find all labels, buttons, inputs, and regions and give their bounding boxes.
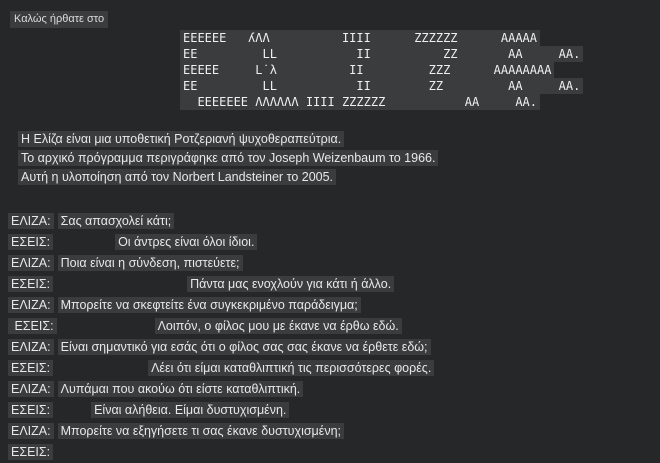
transcript-line: [8, 358, 652, 379]
transcript-line: [8, 211, 652, 232]
transcript-line: [8, 253, 652, 274]
conversation-transcript: [8, 211, 652, 463]
intro-line-text: Αυτή η υλοποίηση από τον Norbert Landsteiner το 2005.: [18, 169, 336, 185]
speaker-label: ΕΛΙΖΑ:: [8, 255, 54, 271]
utterance-text: Σας απασχολεί κάτι;: [58, 213, 175, 229]
speaker-label: ΕΣΕΙΣ:: [8, 360, 53, 376]
transcript-line: [8, 274, 652, 295]
transcript-line: [8, 295, 652, 316]
utterance-text: Λυπάμαι που ακούω ότι είστε καταθλιπτική.: [58, 381, 304, 397]
banner-row: [180, 46, 583, 62]
banner-row: [180, 62, 583, 78]
eliza-ascii-banner: [180, 30, 583, 110]
transcript-line: [8, 316, 652, 337]
transcript-line: [8, 421, 652, 442]
banner-row: [180, 78, 583, 94]
utterance-text: Λέει ότι είμαι καταθλιπτική τις περισσότερες φορές.: [148, 360, 434, 376]
utterance-text: Λοιπόν, ο φίλος μου με έκανε να έρθω εδώ.: [155, 318, 402, 334]
utterance-text: Μπορείτε να εξηγήσετε τι σας έκανε δυστυχισμένη;: [58, 423, 344, 439]
utterance-text: Είναι σημαντικό για εσάς ότι ο φίλος σας σας έκανε να έρθετε εδώ;: [58, 339, 431, 355]
transcript-line: [8, 400, 652, 421]
intro-line: [18, 130, 438, 149]
utterance-text: Μπορείτε να σκεφτείτε ένα συγκεκριμένο παράδειγμα;: [58, 297, 361, 313]
intro-line-text: Η Ελίζα είναι μια υποθετική Ροτζεριανή ψυχοθεραπεύτρια.: [18, 131, 344, 147]
intro-line: [18, 168, 438, 187]
speaker-label: ΕΣΕΙΣ:: [8, 318, 57, 334]
transcript-line: [8, 232, 652, 253]
banner-row-text: ΕΕΕΕΕ L˙λ ΙΙ ΖΖΖ ΑΑΑΑΑΑΑΑ: [180, 62, 554, 78]
banner-row-text: ΕΕ LL ΙΙ ΖΖ ΑΑ ΑΑ.: [180, 46, 583, 62]
speaker-label: ΕΛΙΖΑ:: [8, 339, 54, 355]
speaker-label: ΕΛΙΖΑ:: [8, 423, 54, 439]
speaker-label: ΕΛΙΖΑ:: [8, 213, 54, 229]
intro-line-text: Το αρχικό πρόγραμμα περιγράφηκε από τον Joseph Weizenbaum το 1966.: [18, 150, 438, 166]
utterance-text: Πάντα μας ενοχλούν για κάτι ή άλλο.: [187, 276, 394, 292]
utterance-text: Οι άντρες είναι όλοι ίδιοι.: [115, 234, 257, 250]
speaker-label: ΕΛΙΖΑ:: [8, 381, 54, 397]
banner-row-text: EEEEEE ʎΛΛ ΙΙΙΙ ΖΖΖΖΖΖ ΑΑΑΑΑ: [180, 30, 540, 46]
banner-row: [180, 30, 583, 46]
speaker-label: ΕΣΕΙΣ:: [8, 234, 53, 250]
utterance-text: Ποια είναι η σύνδεση, πιστεύετε;: [58, 255, 243, 271]
banner-row: [180, 94, 583, 110]
intro-paragraph: [18, 130, 438, 187]
speaker-label: ΕΣΕΙΣ:: [8, 276, 53, 292]
utterance-text: Είναι αλήθεια. Είμαι δυστυχισμένη.: [91, 402, 289, 418]
speaker-label: ΕΣΕΙΣ:: [8, 444, 53, 460]
speaker-label: ΕΣΕΙΣ:: [8, 402, 53, 418]
transcript-line: [8, 379, 652, 400]
transcript-line: [8, 442, 652, 463]
banner-row-text: ΕΕΕΕΕΕΕ ΛΛΛΛΛΛ ΙΙΙΙ ΖΖΖΖΖΖ ΑΑ ΑΑ.: [180, 94, 540, 110]
transcript-line: [8, 337, 652, 358]
banner-row-text: ΕΕ LL ΙΙ ΖΖ ΑΑ ΑΑ.: [180, 78, 583, 94]
intro-line: [18, 149, 438, 168]
speaker-label: ΕΛΙΖΑ:: [8, 297, 54, 313]
welcome-text: Καλώς ήρθατε στο: [10, 11, 108, 28]
